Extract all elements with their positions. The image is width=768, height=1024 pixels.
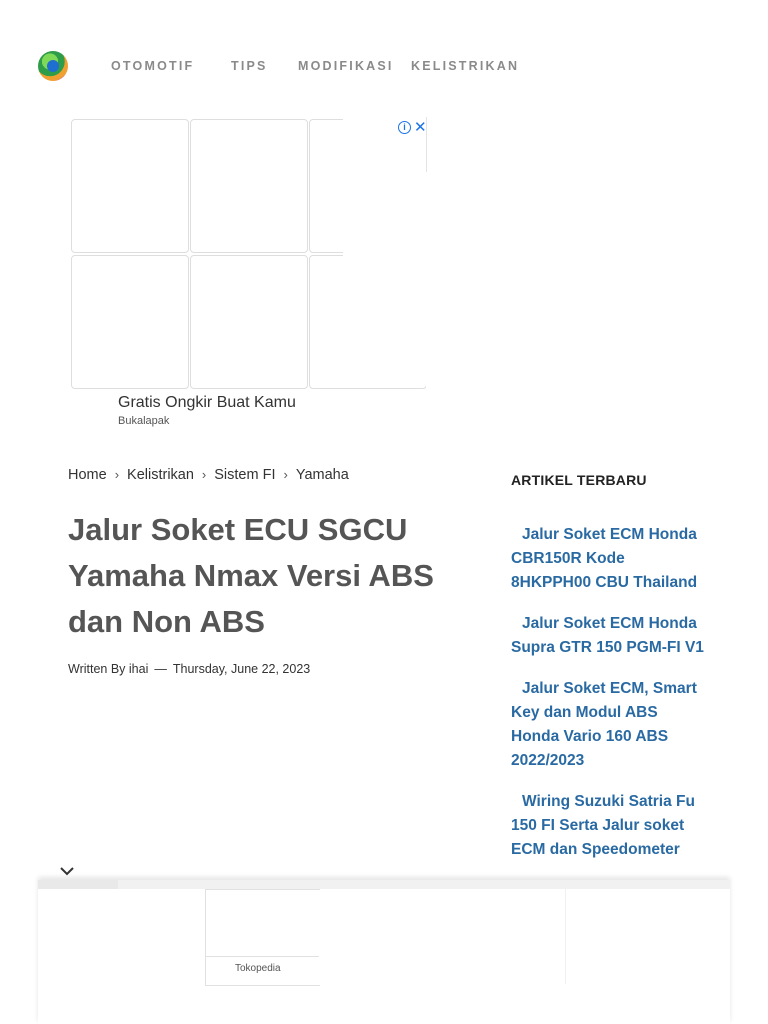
nav-item-otomotif[interactable]: OTOMOTIF [111, 59, 195, 73]
ad-product-tile[interactable] [190, 119, 308, 253]
ad-product-tile[interactable] [309, 255, 426, 389]
chevron-down-icon[interactable] [58, 862, 76, 880]
breadcrumb-yamaha[interactable]: Yamaha [295, 467, 349, 483]
article-meta: Written By ihai — Thursday, June 22, 2023 [68, 662, 311, 676]
breadcrumb-separator-icon: › [114, 467, 120, 482]
bottom-ad-source: Tokopedia [235, 963, 281, 974]
recent-article-link[interactable]: Wiring Suzuki Satria Fu 150 FI Serta Jalur soket ECM dan Speedometer [511, 793, 695, 858]
divider [205, 956, 319, 957]
author-prefix: Written By [68, 662, 126, 676]
site-logo[interactable] [38, 51, 68, 81]
bottom-ad-strip [38, 880, 730, 889]
breadcrumb-separator-icon: › [201, 467, 207, 482]
breadcrumb-home[interactable]: Home [68, 467, 107, 483]
ad-source: Bukalapak [118, 415, 170, 427]
nav-item-kelistrikan[interactable]: KELISTRIKAN [411, 59, 520, 73]
ad-product-tile[interactable] [190, 255, 308, 389]
ad-close-icon[interactable]: ✕ [414, 119, 427, 136]
article-title: Jalur Soket ECU SGCU Yamaha Nmax Versi ABS dan Non ABS [68, 512, 434, 639]
recent-article-link[interactable]: Jalur Soket ECM, Smart Key dan Modul ABS Honda Vario 160 ABS 2022/2023 [511, 680, 697, 769]
breadcrumb-sistem-fi[interactable]: Sistem FI [214, 467, 276, 483]
ad-product-tile[interactable] [71, 255, 189, 389]
ad-product-tile[interactable] [71, 119, 189, 253]
recent-article-link[interactable]: Jalur Soket ECM Honda CBR150R Kode 8HKPPH00 CBU Thailand [511, 526, 698, 591]
ad-controls [398, 118, 427, 136]
author-name[interactable]: ihai [128, 662, 149, 676]
recent-article-link[interactable]: Jalur Soket ECM Honda Supra GTR 150 PGM-FI V1 [511, 615, 704, 656]
recent-articles-list [511, 523, 706, 879]
bottom-ad-toggle-tab[interactable] [38, 880, 118, 889]
nav-item-tips[interactable]: TIPS [231, 59, 268, 73]
breadcrumb [68, 467, 349, 483]
publish-date: Thursday, June 22, 2023 [172, 662, 311, 676]
ad-title[interactable]: Gratis Ongkir Buat Kamu [118, 394, 296, 411]
breadcrumb-kelistrikan[interactable]: Kelistrikan [127, 467, 194, 483]
nav-item-modifikasi[interactable]: MODIFIKASI [298, 59, 394, 73]
breadcrumb-separator-icon: › [283, 467, 288, 482]
ad-info-icon[interactable]: i [398, 121, 411, 134]
sidebar-heading: ARTIKEL TERBARU [511, 472, 647, 488]
